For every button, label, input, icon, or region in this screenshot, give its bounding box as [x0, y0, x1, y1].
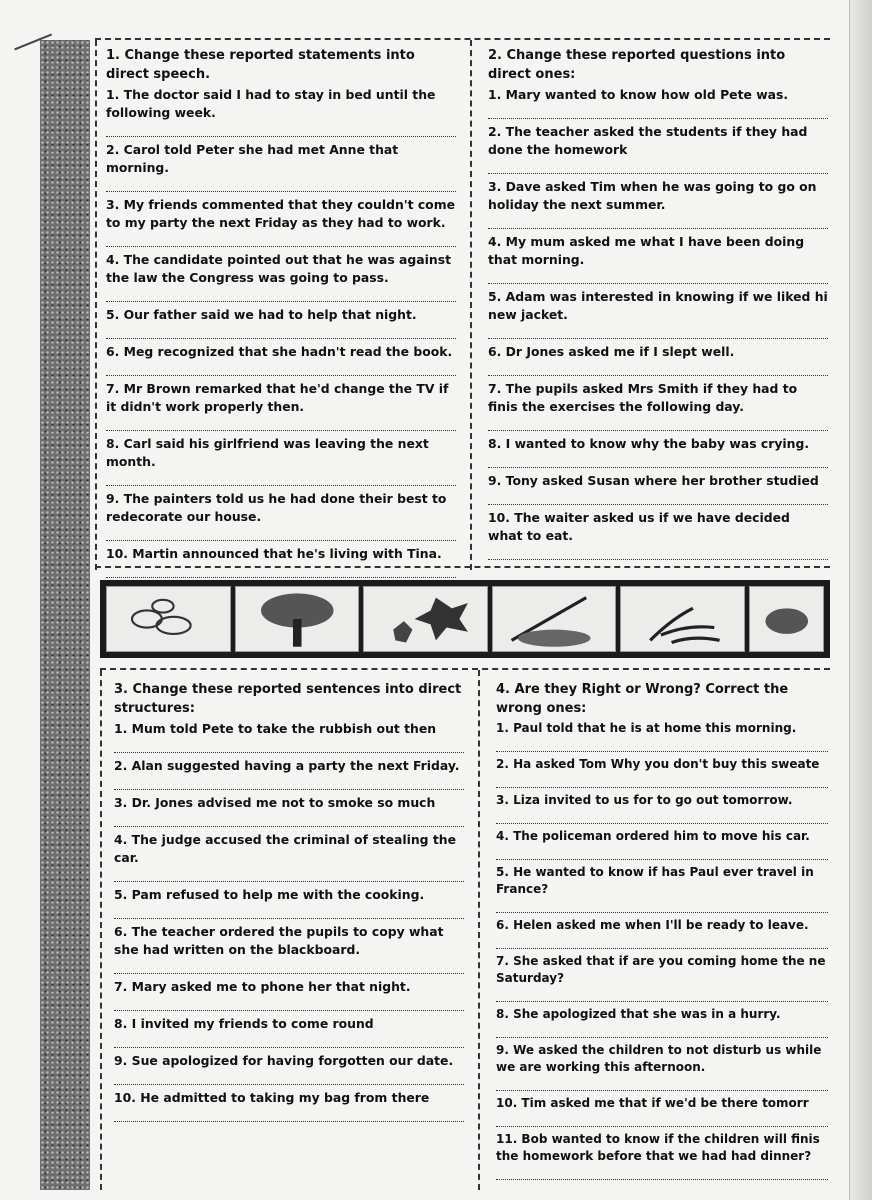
dashed-border-left — [95, 40, 97, 570]
list-item: 3. Liza invited to us for to go out tomorrow. — [496, 793, 793, 807]
answer-line[interactable] — [496, 1076, 828, 1091]
answer-line[interactable] — [114, 867, 464, 882]
list-item: 5. He wanted to know if has Paul ever travel in France? — [496, 865, 814, 896]
answer-line[interactable] — [106, 361, 456, 376]
tree-image — [235, 586, 360, 652]
rake-and-leaves-image — [492, 586, 617, 652]
answer-line[interactable] — [496, 1023, 828, 1038]
answer-line[interactable] — [106, 232, 456, 247]
list-item: 6. Dr Jones asked me if I slept well. — [488, 344, 735, 359]
answer-line[interactable] — [114, 904, 464, 919]
list-item: 10. Martin announced that he's living with Tina. — [106, 546, 442, 561]
list-item: 8. Carl said his girlfriend was leaving the next month. — [106, 436, 429, 469]
list-item: 3. My friends commented that they couldn't come to my party the next Friday as they had to work. — [106, 197, 456, 230]
list-item: 2. Carol told Peter she had met Anne that morning. — [106, 142, 399, 175]
list-item: 11. Bob wanted to know if the children will finis the homework before that we had had dinner? — [496, 1132, 820, 1163]
section-3 — [114, 680, 464, 1126]
answer-line[interactable] — [488, 104, 828, 119]
list-item: 8. I invited my friends to come round — [114, 1016, 374, 1031]
answer-line[interactable] — [496, 934, 828, 949]
answer-line[interactable] — [106, 122, 456, 137]
section-3-title: 3. Change these reported sentences into direct structures: — [114, 682, 462, 716]
answer-line[interactable] — [496, 773, 828, 788]
answer-line[interactable] — [106, 563, 456, 578]
dashed-divider-lower — [478, 670, 480, 1190]
illustration-band — [100, 580, 830, 658]
answer-line[interactable] — [106, 287, 456, 302]
answer-line[interactable] — [488, 453, 828, 468]
list-item: 6. Meg recognized that she hadn't read the book. — [106, 344, 453, 359]
list-item: 6. Helen asked me when I'll be ready to leave. — [496, 918, 809, 932]
list-item: 1. Paul told that he is at home this morning. — [496, 721, 797, 735]
answer-line[interactable] — [496, 845, 828, 860]
leaves-cluster-image — [106, 586, 231, 652]
list-item: 2. Alan suggested having a party the next Friday. — [114, 758, 460, 773]
list-item: 9. Sue apologized for having forgotten our date. — [114, 1053, 454, 1068]
answer-line[interactable] — [488, 269, 828, 284]
list-item: 1. Mary wanted to know how old Pete was. — [488, 87, 789, 102]
answer-line[interactable] — [488, 159, 828, 174]
answer-line[interactable] — [488, 214, 828, 229]
list-item: 10. Tim asked me that if we'd be there tomorr — [496, 1096, 809, 1110]
section-2 — [488, 46, 828, 564]
section-4-title: 4. Are they Right or Wrong? Correct the wrong ones: — [496, 682, 789, 716]
list-item: 10. The waiter asked us if we have decided what to eat. — [488, 510, 790, 543]
answer-line[interactable] — [114, 1070, 464, 1085]
list-item: 8. She apologized that she was in a hurry. — [496, 1007, 781, 1021]
list-item: 7. She asked that if are you coming home the ne Saturday? — [496, 954, 826, 985]
answer-line[interactable] — [488, 324, 828, 339]
dashed-border-lower-top — [100, 668, 830, 670]
answer-line[interactable] — [106, 471, 456, 486]
leaf-pile-image — [749, 586, 825, 652]
list-item: 2. The teacher asked the students if they had done the homework — [488, 124, 808, 157]
answer-line[interactable] — [114, 775, 464, 790]
section-2-title: 2. Change these reported questions into direct ones: — [488, 48, 786, 82]
answer-line[interactable] — [488, 490, 828, 505]
answer-line[interactable] — [114, 812, 464, 827]
answer-line[interactable] — [496, 1165, 828, 1180]
answer-line[interactable] — [496, 898, 828, 913]
section-1 — [106, 46, 456, 582]
answer-line[interactable] — [496, 809, 828, 824]
answer-line[interactable] — [106, 177, 456, 192]
list-item: 9. We asked the children to not disturb us while we are working this afternoon. — [496, 1043, 822, 1074]
list-item: 7. Mr Brown remarked that he'd change the TV if it didn't work properly then. — [106, 381, 449, 414]
list-item: 1. The doctor said I had to stay in bed until the following week. — [106, 87, 436, 120]
answer-line[interactable] — [114, 959, 464, 974]
answer-line[interactable] — [114, 1107, 464, 1122]
list-item: 5. Pam refused to help me with the cooking. — [114, 887, 425, 902]
list-item: 9. Tony asked Susan where her brother studied — [488, 473, 819, 488]
list-item: 10. He admitted to taking my bag from there — [114, 1090, 430, 1105]
list-item: 5. Our father said we had to help that night. — [106, 307, 417, 322]
answer-line[interactable] — [496, 987, 828, 1002]
answer-line[interactable] — [114, 738, 464, 753]
maple-leaves-image — [363, 586, 488, 652]
page-edge — [849, 0, 872, 1200]
halftone-side-strip — [40, 40, 90, 1190]
list-item: 7. Mary asked me to phone her that night. — [114, 979, 411, 994]
answer-line[interactable] — [496, 737, 828, 752]
answer-line[interactable] — [496, 1112, 828, 1127]
list-item: 8. I wanted to know why the baby was crying. — [488, 436, 810, 451]
answer-line[interactable] — [106, 416, 456, 431]
dashed-divider-upper — [470, 40, 472, 570]
list-item: 4. My mum asked me what I have been doing that morning. — [488, 234, 805, 267]
list-item: 4. The candidate pointed out that he was against the law the Congress was going to pass. — [106, 252, 452, 285]
palm-leaves-image — [620, 586, 745, 652]
list-item: 1. Mum told Pete to take the rubbish out then — [114, 721, 437, 736]
list-item: 5. Adam was interested in knowing if we liked hi new jacket. — [488, 289, 828, 322]
answer-line[interactable] — [106, 324, 456, 339]
list-item: 3. Dave asked Tim when he was going to go on holiday the next summer. — [488, 179, 817, 212]
answer-line[interactable] — [488, 416, 828, 431]
list-item: 4. The judge accused the criminal of stealing the car. — [114, 832, 456, 865]
list-item: 9. The painters told us he had done their best to redecorate our house. — [106, 491, 447, 524]
answer-line[interactable] — [114, 1033, 464, 1048]
answer-line[interactable] — [106, 526, 456, 541]
list-item: 2. Ha asked Tom Why you don't buy this sweate — [496, 757, 820, 771]
answer-line[interactable] — [114, 996, 464, 1011]
list-item: 4. The policeman ordered him to move his car. — [496, 829, 810, 843]
dashed-border-lower-left — [100, 670, 102, 1190]
list-item: 6. The teacher ordered the pupils to copy what she had written on the blackboard. — [114, 924, 444, 957]
list-item: 3. Dr. Jones advised me not to smoke so much — [114, 795, 436, 810]
section-4 — [496, 680, 828, 1184]
section-1-title: 1. Change these reported statements into direct speech. — [106, 48, 415, 82]
answer-line[interactable] — [488, 361, 828, 376]
list-item: 7. The pupils asked Mrs Smith if they had to finis the exercises the following day. — [488, 381, 798, 414]
dashed-border-top — [95, 38, 830, 40]
answer-line[interactable] — [488, 545, 828, 560]
